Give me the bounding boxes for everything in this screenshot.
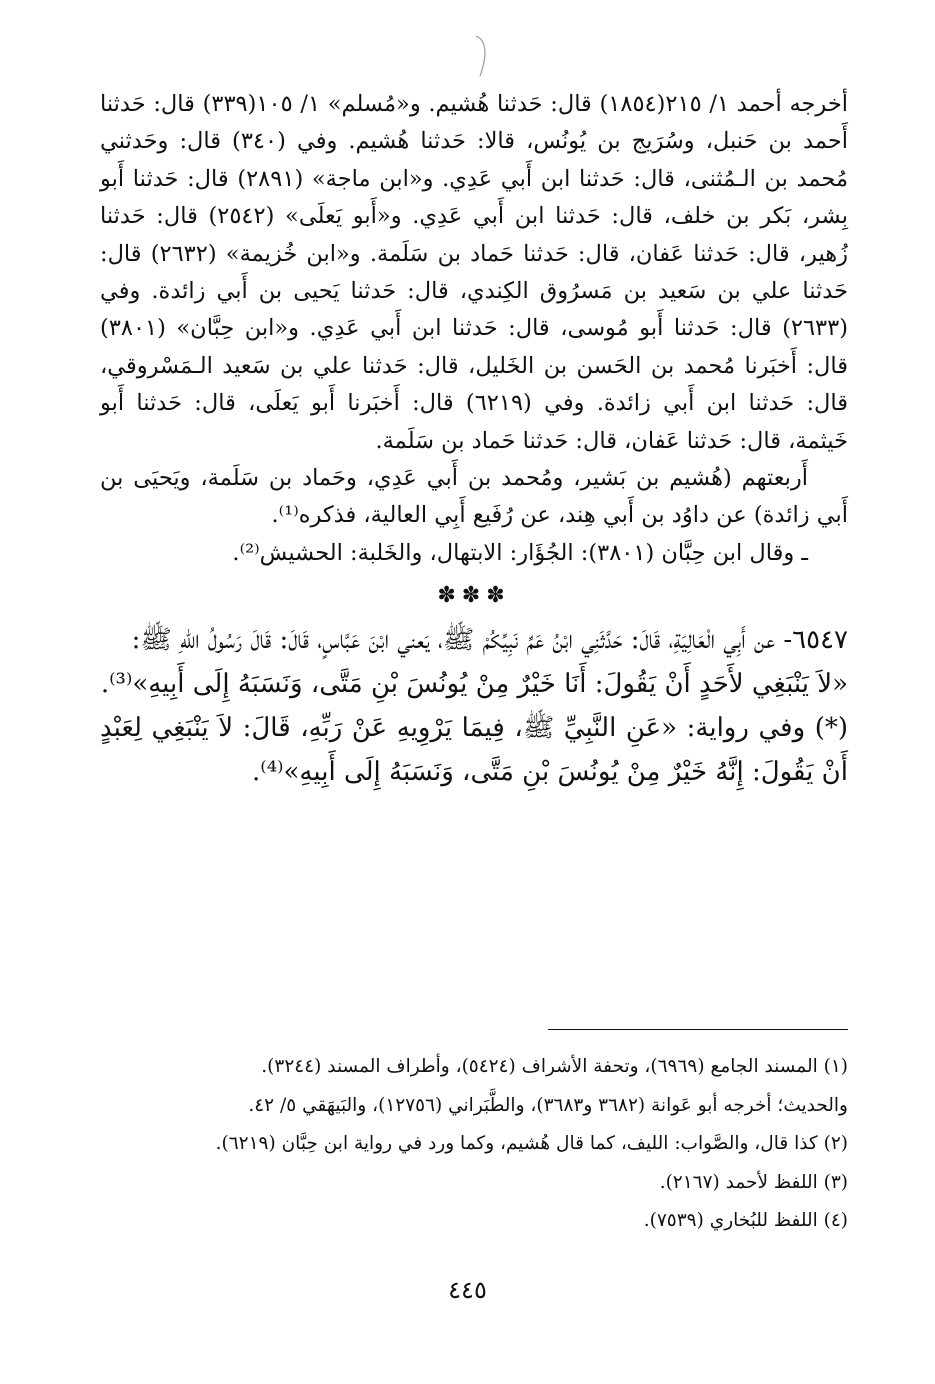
section-separator: ✽✽✽ [437,583,511,609]
footnote-3: (٣) اللفظ لأحمد (٢١٦٧). [659,1171,848,1193]
footnote-1-continued: والحديث؛ أخرجه أبو عَوانة (٣٦٨٢ و٣٦٨٣)، والطَّبَراني (١٢٧٥٦)، والبَيهَقي ٥/ ٤٢. [248,1094,848,1116]
main-text [100,86,848,794]
ibn-hibban-note: ـ وقال ابن حِبَّان (٣٨٠١): الجُؤَار: الابتهال، والخَلبة: الحشيش⁽²⁾. [232,539,808,566]
narrators-paragraph: أَربعتهم (هُشيم بن بَشير، ومُحمد بن أَبي عَدِي، وحَماد بن سَلَمة، ويَحيَى بن أَبي زائدة) عن داوُد بن أَبي هِند، عن رُفَيع أَبِي العالية، فذكره⁽¹⁾. [100,465,848,529]
hadith-text: «لاَ يَنْبَغِي لأَحَدٍ أَنْ يَقُولَ: أَنَا خَيْرٌ مِنْ يُونُسَ بْنِ مَتَّى، وَنَسَبَهُ إِلَى أَبِيهِ»⁽³⁾. [100,669,848,700]
margin-pencil-mark [472,34,494,78]
page-number: ٤٤٥ [448,1276,487,1304]
hadith-variant: (*) وفي رواية: «عَنِ النَّبِيِّ ﷺ، فِيمَا يَرْوِيهِ عَنْ رَبِّهِ، قَالَ: لاَ يَنْبَغِي لِعَبْدٍ أَنْ يَقُولَ: إِنَّهُ خَيْرٌ مِنْ يُونُسَ بْنِ مَتَّى، وَنَسَبَهُ إِلَى أَبِيهِ»⁽⁴⁾. [100,713,848,788]
footnote-2: (٢) كذا قال، والصَّواب: الليف، كما قال هُشيم، وكما ورد في رواية ابن حِبَّان (٦٢١٩). [215,1133,848,1154]
takhrij-paragraph: أخرجه أحمد ١/ ٢١٥(١٨٥٤) قال: حَدثنا هُشيم. و«مُسلم» ١/ ١٠٥(٣٣٩) قال: حَدثنا أَحمد بن حَنبل، وسُرَيج بن يُونُس، قالا: حَدثنا هُشيم. وفي (٣٤٠) قال: وحَدثني مُحمد بن الـمُثنى، قال: حَدثنا ابن أَبي عَدِي. و«ابن ماجة» (٢٨٩١) قال: حَدثنا أَبو بِشر، بَكر بن خلف، قال: حَدثنا ابن أَبي عَدِي. و«أَبو يَعلَى» (٢٥٤٢) قال: حَدثنا زُهير، قال: حَدثنا عَفان، قال: حَدثنا حَماد بن سَلَمة. و«ابن خُزيمة» (٢٦٣٢) قال: حَدثنا علي بن سَعيد بن مَسرُوق الكِندي، قال: حَدثنا يَحيى بن أَبي زائدة. وفي (٢٦٣٣) قال: حَدثنا أَبو مُوسى، قال: حَدثنا ابن أَبي عَدِي. و«ابن حِبَّان» (٣٨٠١) قال: أَخبَرنا مُحمد بن الحَسن بن الخَليل، قال: حَدثنا علي بن سَعيد الـمَسْروقي، قال: حَدثنا ابن أَبي زائدة. وفي (٦٢١٩) قال: أَخبَرنا أَبو يَعلَى، قال: حَدثنا أَبو خَيثمة، قال: حَدثنا عَفان، قال: حَدثنا حَماد بن سَلَمة. [100,91,848,454]
footnotes [110,1048,848,1241]
footnote-4: (٤) اللفظ للبُخاري (٧٥٣٩). [643,1210,848,1231]
footnote-1: (١) المسند الجامع (٦٩٦٩)، وتحفة الأشراف (٥٤٢٤)، وأطراف المسند (٣٢٤٤). [261,1056,848,1077]
footnote-divider [548,1029,848,1030]
hadith-intro: ٦٥٤٧- عن أَبِي الْعَالِيَةِ، قَالَ: حَدَّثَنِي ابْنُ عَمِّ نَبِيِّكُمْ ﷺ، يَعني ابْنَ عَبَّاسٍ، قَالَ: قَالَ رَسُولُ اللهِ ﷺ: [131,625,848,656]
